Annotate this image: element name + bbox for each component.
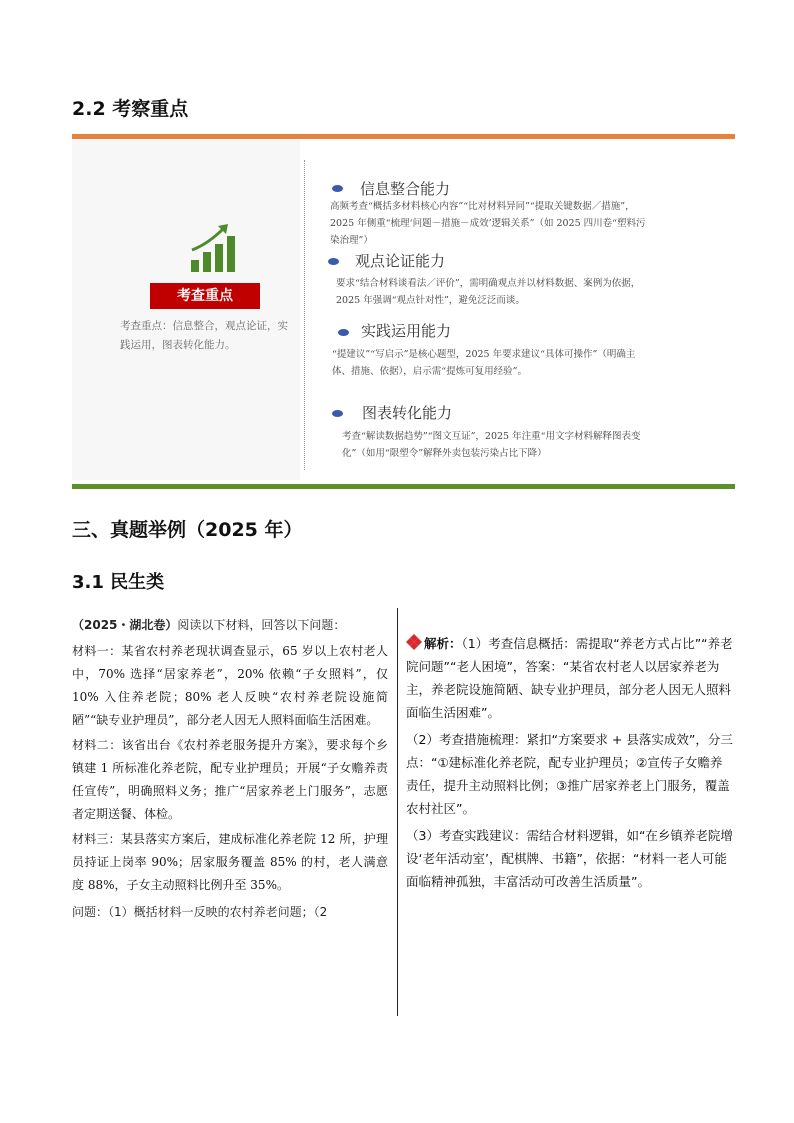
- ellipse-bullet-icon: [328, 258, 339, 265]
- instruction: 阅读以下材料，回答以下问题：: [177, 618, 346, 632]
- material-1: 材料一：某省农村养老现状调查显示，65 岁以上农村老人中，70% 选择“居家养老”，20% 依赖“子女照料”，仅 10% 入住养老院；80% 老人反映“农村养老院设施简陋”“缺专业护理员”，部分老人因无人照料面临生活困难。: [72, 644, 388, 727]
- material-2: 材料二：该省出台《农村养老服务提升方案》，要求每个乡镇建 1 所标准化养老院，配专业护理员；开展“子女赡养责任宣传”，明确照料义务；推广“居家养老上门服务”，志愿者定期送餐、体检。: [72, 738, 388, 821]
- focus-panel: [72, 140, 300, 480]
- panel-divider: [304, 160, 305, 470]
- analysis-label: 解析：: [424, 636, 462, 651]
- item-desc: 考查“解读数据趋势”“图文互证”，2025 年注重“用文字材料解释图表变化”（如用“限塑令”解释外卖包装污染占比下降）: [342, 431, 641, 459]
- analysis: [406, 632, 734, 897]
- item-desc: “提建议”“写启示”是核心题型，2025 年要求建议“具体可操作”（明确主体、措施、依据），启示需“提炼可复用经验”。: [332, 349, 636, 377]
- badge-caption: 考查重点：信息整合，观点论证，实践运用，图表转化能力。: [120, 320, 288, 351]
- material-3: 材料三：某县落实方案后，建成标准化养老院 12 所，护理员持证上岗率 90%；居家服务覆盖 85% 的村，老人满意度 88%，子女主动照料比例升至 35%。: [72, 832, 388, 892]
- exam-source: （2025・湖北卷）: [72, 618, 178, 632]
- item-title: 实践运用能力: [361, 322, 452, 340]
- example-materials: [72, 612, 388, 925]
- item-title: 观点论证能力: [355, 252, 446, 270]
- analysis-para-2: （2）考查措施梳理：紧扣“方案要求 + 县落实成效”，分三点：“①建标准化养老院，配专业护理员；②宣传子女赡养责任，提升主动照料比例；③推广居家养老上门服务，覆盖农村社区”。: [406, 732, 733, 816]
- example-lead: [72, 612, 388, 638]
- section-heading-2-2: 2.2 考察重点: [72, 98, 189, 120]
- column-divider: [397, 608, 398, 1016]
- red-diamond-icon: [406, 634, 422, 650]
- analysis-para-1: [406, 632, 734, 724]
- item-desc: 高频考查“概括多材料核心内容”“比对材料异同”“提取关键数据／措施”，2025 年侧重“梳理‘问题－措施－成效’逻辑关系”（如 2025 四川卷“塑料污染治理”）: [330, 201, 646, 246]
- growth-bar-chart-icon: [188, 222, 240, 274]
- analysis-text-1: （1）考查信息概括：需提取“养老方式占比”“养老院问题”“老人困境”，答案：“某省农村老人以居家养老为主，养老院设施简陋、缺专业护理员，部分老人因无人照料面临生活困难”。: [406, 636, 733, 720]
- ellipse-bullet-icon: [332, 185, 343, 192]
- question-text: 问题：（1）概括材料一反映的农村养老问题；（2: [72, 905, 328, 919]
- green-rule: [72, 484, 735, 489]
- ellipse-bullet-icon: [332, 410, 343, 417]
- item-desc: 要求“结合材料谈看法／评价”，需明确观点并以材料数据、案例为依据，2025 年强调“观点针对性”，避免泛泛而谈。: [336, 278, 641, 306]
- focus-badge: 考查重点: [150, 283, 260, 309]
- item-title: 图表转化能力: [362, 404, 453, 422]
- section-heading-3-1: 3.1 民生类: [72, 572, 165, 593]
- ellipse-bullet-icon: [338, 329, 349, 336]
- section-heading-3: 三、真题举例（2025 年）: [72, 519, 303, 541]
- orange-rule: [72, 134, 735, 139]
- analysis-para-3: （3）考查实践建议：需结合材料逻辑，如“在乡镇养老院增设‘老年活动室’，配棋牌、书籍”，依据：“材料一老人可能面临精神孤独，丰富活动可改善生活质量”。: [406, 828, 733, 889]
- item-title: 信息整合能力: [360, 180, 451, 198]
